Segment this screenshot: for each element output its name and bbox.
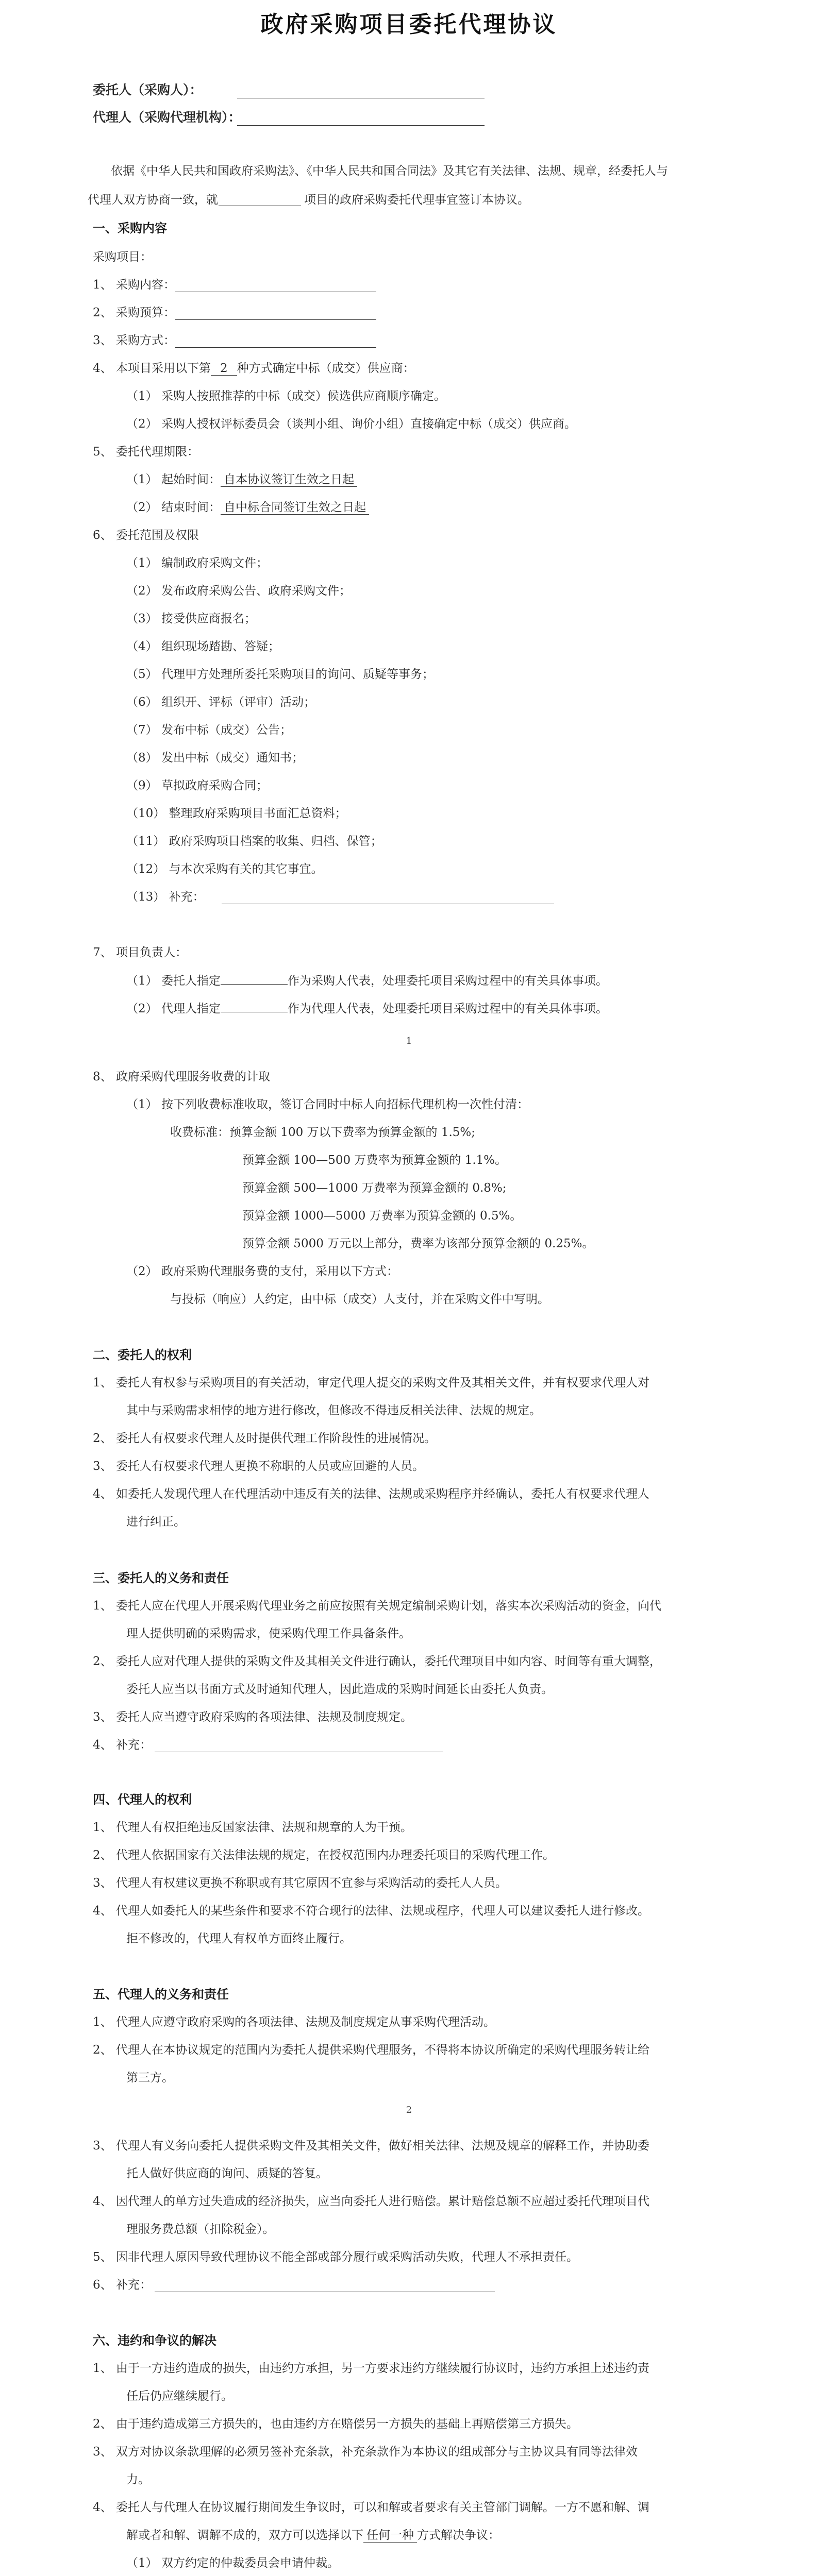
scope-item: （10） 整理政府采购项目书面汇总资料； bbox=[126, 807, 347, 820]
s3-line: 委托人应当以书面方式及时通知代理人，因此造成的采购时间延长由委托人负责。 bbox=[126, 1683, 553, 1696]
item-8-2-detail: 与投标（响应）人约定，由中标（成交）人支付，并在采购文件中写明。 bbox=[170, 1293, 549, 1306]
dispute-text-b: 方式解决争议： bbox=[417, 2529, 500, 2542]
section-3-heading: 三、委托人的义务和责任 bbox=[93, 1570, 229, 1585]
s4-line: 2、 代理人依据国家有关法律法规的规定，在授权范围内办理委托项目的采购代理工作。 bbox=[93, 1849, 555, 1862]
principal-rep-label: （1） 委托人指定 bbox=[126, 974, 221, 988]
principal-label: 委托人（采购人）： bbox=[93, 82, 203, 97]
item-7-1 bbox=[126, 973, 608, 989]
item-4 bbox=[93, 361, 415, 376]
item-budget: 2、 采购预算： bbox=[93, 306, 175, 319]
s2-line: 1、 委托人有权参与采购项目的有关活动，审定代理人提交的采购文件及其相关文件，并有权要求代理人对 bbox=[93, 1376, 649, 1389]
s4-line: 拒不修改的，代理人有权单方面终止履行。 bbox=[126, 1932, 352, 1945]
s6-line-choice bbox=[126, 2528, 500, 2543]
scope-item: （2） 发布政府采购公告、政府采购文件； bbox=[126, 584, 351, 598]
page-number: 1 bbox=[406, 1036, 412, 1046]
document-title: 政府采购项目委托代理协议 bbox=[260, 11, 558, 38]
s5-line: 2、 代理人在本协议规定的范围内为委托人提供采购代理服务，不得将本协议所确定的采购代理服务转让给 bbox=[93, 2043, 649, 2057]
scope-item: （3） 接受供应商报名； bbox=[126, 612, 256, 625]
dispute-choice: 任何一种 bbox=[363, 2529, 417, 2543]
section-1-heading: 一、采购内容 bbox=[93, 221, 167, 235]
agent-rep-desc: 作为代理人代表，处理委托项目采购过程中的有关具体事项。 bbox=[287, 1002, 608, 1015]
item-4-text-a: 4、 本项目采用以下第 bbox=[93, 362, 211, 375]
preamble-line-2b: 项目的政府采购委托代理事宜签订本协议。 bbox=[304, 193, 529, 207]
s6-line: 2、 由于违约造成第三方损失的，也由违约方在赔偿另一方损失的基础上再赔偿第三方损失。 bbox=[93, 2417, 578, 2431]
s6-line: 任后仍应继续履行。 bbox=[126, 2389, 233, 2403]
section-6-heading: 六、违约和争议的解决 bbox=[93, 2333, 216, 2348]
item-8-1: （1） 按下列收费标准收取，签订合同时中标人向招标代理机构一次性付清： bbox=[126, 1098, 529, 1111]
item-8-2: （2） 政府采购代理服务费的支付，采用以下方式： bbox=[126, 1265, 398, 1278]
scope-item: （11） 政府采购项目档案的收集、归档、保管； bbox=[126, 835, 382, 848]
s5-line: 4、 因代理人的单方过失造成的经济损失，应当向委托人进行赔偿。累计赔偿总额不应超过委托代理项目代 bbox=[93, 2195, 649, 2208]
section-2-heading: 二、委托人的权利 bbox=[93, 1347, 192, 1362]
end-time-label: （2） 结束时间： bbox=[126, 501, 221, 514]
preamble-line-1: 依据《中华人民共和国政府采购法》、《中华人民共和国合同法》及其它有关法律、法规、规章，经委托人与 bbox=[111, 164, 668, 178]
s6-line: 1、 由于一方违约造成的损失，由违约方承担，另一方要求违约方继续履行协议时，违约方承担上述违约责 bbox=[93, 2362, 649, 2375]
agent-label: 代理人（采购代理机构）： bbox=[93, 110, 241, 125]
preamble-line-2a: 代理人双方协商一致，就 bbox=[88, 193, 218, 207]
s4-line: 1、 代理人有权拒绝违反国家法律、法规和规章的人为干预。 bbox=[93, 1821, 412, 1834]
s6-line: 4、 委托人与代理人在协议履行期间发生争议时，可以和解或者要求有关主管部门调解。一方不愿和解、调 bbox=[93, 2501, 649, 2514]
s3-line: 理人提供明确的采购需求，使采购代理工作具备条件。 bbox=[126, 1627, 411, 1640]
s3-line: 3、 委托人应当遵守政府采购的各项法律、法规及制度规定。 bbox=[93, 1710, 412, 1724]
scope-item: （4） 组织现场踏勘、答疑； bbox=[126, 640, 280, 653]
s3-line: 2、 委托人应对代理人提供的采购文件及其相关文件进行确认，委托代理项目中如内容、时间等有重大调整， bbox=[93, 1655, 661, 1668]
item-8: 8、 政府采购代理服务收费的计取 bbox=[93, 1070, 270, 1083]
s2-line: 4、 如委托人发现代理人在代理活动中违反有关的法律、法规或采购程序并经确认，委托人有权要求代理人 bbox=[93, 1487, 649, 1501]
s6-line: 3、 双方对协议条款理解的必须另签补充条款，补充条款作为本协议的组成部分与主协议具有同等法律效 bbox=[93, 2445, 638, 2459]
s6-line: 力。 bbox=[126, 2473, 150, 2486]
scope-item: （13） 补充： bbox=[126, 890, 205, 904]
dispute-option: （1） 双方约定的仲裁委员会申请仲裁。 bbox=[126, 2556, 339, 2570]
section-5-heading: 五、代理人的义务和责任 bbox=[93, 1987, 229, 2002]
item-content: 1、 采购内容： bbox=[93, 278, 175, 292]
s4-line: 3、 代理人有权建议更换不称职或有其它原因不宜参与采购活动的委托人人员。 bbox=[93, 1876, 507, 1890]
s3-line: 1、 委托人应在代理人开展采购代理业务之前应按照有关规定编制采购计划，落实本次采购活动的资金，向代 bbox=[93, 1599, 661, 1613]
item-5-2 bbox=[126, 500, 369, 515]
item-4-1: （1） 采购人按照推荐的中标（成交）候选供应商顺序确定。 bbox=[126, 389, 446, 403]
budget-blank bbox=[175, 319, 376, 320]
s5-line: 3、 代理人有义务向委托人提供采购文件及其相关文件，做好相关法律、法规及规章的解释工作，并协助委 bbox=[93, 2139, 649, 2153]
scope-item: （9） 草拟政府采购合同； bbox=[126, 779, 268, 792]
end-time-value: 自中标合同签订生效之日起 bbox=[221, 501, 369, 515]
scope-item: （6） 组织开、评标（评审）活动； bbox=[126, 696, 315, 709]
s4-line: 4、 代理人如委托人的某些条件和要求不符合现行的法律、法规或程序，代理人可以建议委托人进行修改。 bbox=[93, 1904, 649, 1918]
section-4-heading: 四、代理人的权利 bbox=[93, 1792, 192, 1807]
agent-rep-blank bbox=[221, 1001, 288, 1012]
scope-item: （12） 与本次采购有关的其它事宜。 bbox=[126, 862, 323, 876]
item-4-text-b: 种方式确定中标（成交）供应商： bbox=[237, 362, 415, 375]
purchase-project-label: 采购项目： bbox=[93, 250, 152, 264]
s2-line: 2、 委托人有权要求代理人及时提供代理工作阶段性的进展情况。 bbox=[93, 1432, 436, 1445]
fee-standard: 收费标准：预算金额 100 万以下费率为预算金额的 1.5%; bbox=[170, 1126, 476, 1139]
fee-tier: 预算金额 1000—5000 万费率为预算金额的 0.5%。 bbox=[242, 1209, 522, 1223]
item-6: 6、 委托范围及权限 bbox=[93, 529, 199, 542]
scope-item: （1） 编制政府采购文件； bbox=[126, 556, 268, 570]
s5-line: 托人做好供应商的询问、质疑的答复。 bbox=[126, 2167, 328, 2180]
item-5: 5、 委托代理期限： bbox=[93, 445, 199, 459]
item-5-1 bbox=[126, 472, 357, 487]
item-7: 7、 项目负责人： bbox=[93, 946, 187, 959]
item-4-choice: 2 bbox=[211, 362, 237, 376]
start-time-value: 自本协议签订生效之日起 bbox=[221, 473, 357, 487]
start-time-label: （1） 起始时间： bbox=[126, 473, 221, 486]
item-method: 3、 采购方式： bbox=[93, 334, 175, 347]
s5-line: 5、 因非代理人原因导致代理协议不能全部或部分履行或采购活动失败，代理人不承担责任。 bbox=[93, 2250, 578, 2264]
item-4-2: （2） 采购人授权评标委员会（谈判小组、询价小组）直接确定中标（成交）供应商。 bbox=[126, 417, 576, 431]
item-7-2 bbox=[126, 1001, 608, 1016]
s2-line: 3、 委托人有权要求代理人更换不称职的人员或应回避的人员。 bbox=[93, 1460, 424, 1473]
fee-tier: 预算金额 100—500 万费率为预算金额的 1.1%。 bbox=[242, 1154, 507, 1167]
s2-line: 进行纠正。 bbox=[126, 1515, 186, 1529]
s5-line: 理服务费总额（扣除税金）。 bbox=[126, 2223, 275, 2236]
principal-rep-desc: 作为采购人代表，处理委托项目采购过程中的有关具体事项。 bbox=[287, 974, 608, 988]
scope-item: （5） 代理甲方处理所委托采购项目的询问、质疑等事务； bbox=[126, 668, 434, 681]
s3-line: 4、 补充： bbox=[93, 1738, 152, 1752]
page-number: 2 bbox=[406, 2105, 412, 2115]
s2-line: 其中与采购需求相悖的地方进行修改，但修改不得违反相关法律、法规的规定。 bbox=[126, 1404, 541, 1417]
agent-blank bbox=[237, 125, 485, 126]
scope-item: （7） 发布中标（成交）公告； bbox=[126, 723, 292, 737]
dispute-text-a: 解或者和解、调解不成的，双方可以选择以下 bbox=[126, 2529, 363, 2542]
agent-rep-label: （2） 代理人指定 bbox=[126, 1002, 221, 1015]
s5-line: 1、 代理人应遵守政府采购的各项法律、法规及制度规定从事采购代理活动。 bbox=[93, 2015, 495, 2029]
s5-line: 第三方。 bbox=[126, 2071, 174, 2084]
s5-line: 6、 补充： bbox=[93, 2278, 152, 2292]
scope-item: （8） 发出中标（成交）通知书； bbox=[126, 751, 304, 765]
fee-tier: 预算金额 500—1000 万费率为预算金额的 0.8%; bbox=[242, 1181, 507, 1195]
fee-tier: 预算金额 5000 万元以上部分，费率为该部分预算金额的 0.25%。 bbox=[242, 1237, 594, 1250]
principal-rep-blank bbox=[221, 973, 288, 985]
method-blank bbox=[175, 347, 376, 348]
